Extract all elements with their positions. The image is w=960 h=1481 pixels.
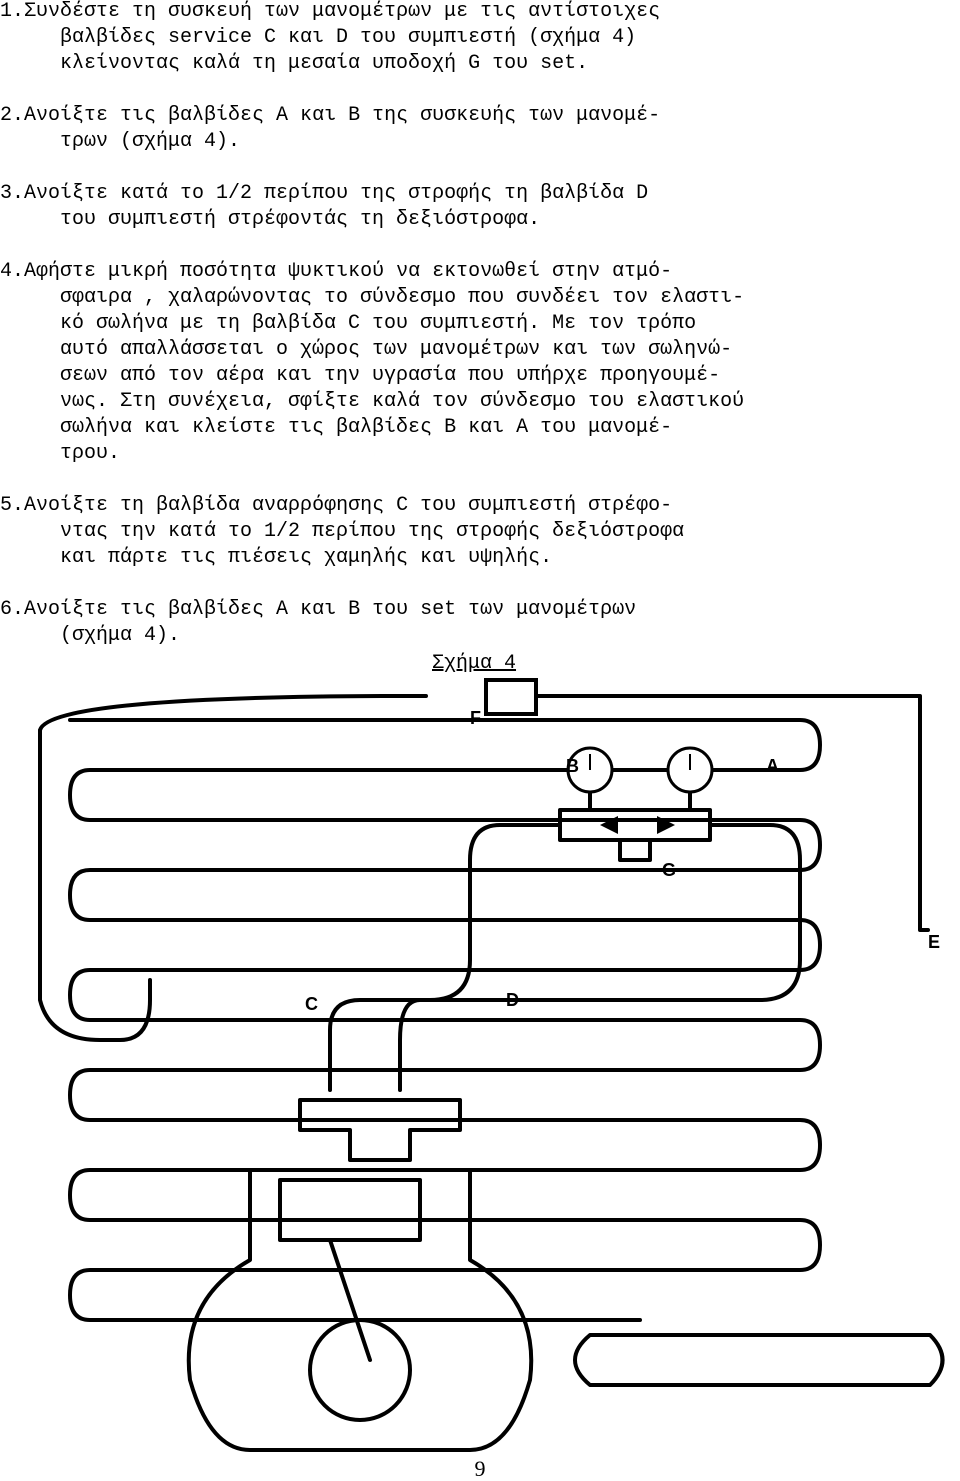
step-text: του συμπιεστή στρέφοντάς τη δεξιόστροφα. xyxy=(60,208,541,231)
manifold-body xyxy=(560,810,710,840)
label-f: F xyxy=(470,708,481,728)
step-text: Αφήστε μικρή ποσότητα ψυκτικού να εκτονωθεί στην ατμό- xyxy=(24,260,673,283)
step-number: 4. xyxy=(0,260,25,283)
step-text: Ανοίξτε τις βαλβίδες A και B του set των μανομέτρων xyxy=(24,598,637,621)
compressor-body xyxy=(189,1170,532,1450)
label-b: B xyxy=(566,756,579,776)
label-c: C xyxy=(305,994,318,1014)
step-text: Ανοίξτε κατά το 1/2 περίπου της στροφής τη βαλβίδα D xyxy=(24,182,649,205)
figure-caption: Σχήμα 4 xyxy=(432,652,517,675)
step-text: νως. Στη συνέχεια, σφίξτε καλά τον σύνδεσμο του ελαστικού xyxy=(60,390,745,413)
step-text: σεων από τον αέρα και την υγρασία που υπήρχε προηγουμέ- xyxy=(60,364,721,387)
step-text: Ανοίξτε τις βαλβίδες A και B της συσκευής των μανομέ- xyxy=(24,104,661,127)
step-text: και πάρτε τις πιέσεις χαμηλής και υψηλής. xyxy=(60,546,553,569)
step-text: σωλήνα και κλείστε τις βαλβίδες B και A του μανομέ- xyxy=(60,416,673,439)
label-a: A xyxy=(766,756,779,776)
piston xyxy=(280,1180,420,1240)
step-number: 6. xyxy=(0,598,25,621)
receiver-tank xyxy=(575,1335,943,1385)
manifold-left-pipe xyxy=(330,825,560,1090)
step-text: κό σωλήνα με τη βαλβίδα C του συμπιεστή. Με τον τρόπο xyxy=(60,312,697,335)
step-text: τρου. xyxy=(60,442,121,465)
manifold-right-pipe xyxy=(400,825,800,1090)
compressor-head xyxy=(300,1100,460,1160)
label-g: G xyxy=(662,860,677,880)
page-number: 9 xyxy=(474,1456,486,1481)
step-number: 1. xyxy=(0,0,25,23)
step-text: ντας την κατά το 1/2 περίπου της στροφής δεξιόστροφα xyxy=(60,520,685,543)
pipe-top-right xyxy=(536,696,928,930)
step-text: βαλβίδες service C και D του συμπιεστή (σχήμα 4) xyxy=(60,26,637,49)
step-text: κλείνοντας καλά τη μεσαία υποδοχή G του set. xyxy=(60,52,589,75)
step-number: 3. xyxy=(0,182,25,205)
filter-box xyxy=(486,680,536,714)
step-text: αυτό απαλλάσσεται ο χώρος των μανομέτρων και των σωληνώ- xyxy=(60,338,733,361)
label-d: D xyxy=(506,990,519,1010)
step-number: 2. xyxy=(0,104,25,127)
step-text: τρων (σχήμα 4). xyxy=(60,130,241,153)
step-number: 5. xyxy=(0,494,25,517)
connecting-rod xyxy=(330,1240,370,1360)
step-text: Ανοίξτε τη βαλβίδα αναρρόφησης C του συμπιεστή στρέφο- xyxy=(24,494,673,517)
port-g xyxy=(620,840,650,860)
step-text: σφαιρα , χαλαρώνοντας το σύνδεσμο που συνδέει τον ελαστι- xyxy=(60,286,745,309)
step-text: (σχήμα 4). xyxy=(60,624,181,647)
label-e: E xyxy=(928,932,941,952)
step-text: Συνδέστε τη συσκευή των μανομέτρων με τις αντίστοιχες xyxy=(24,0,661,23)
